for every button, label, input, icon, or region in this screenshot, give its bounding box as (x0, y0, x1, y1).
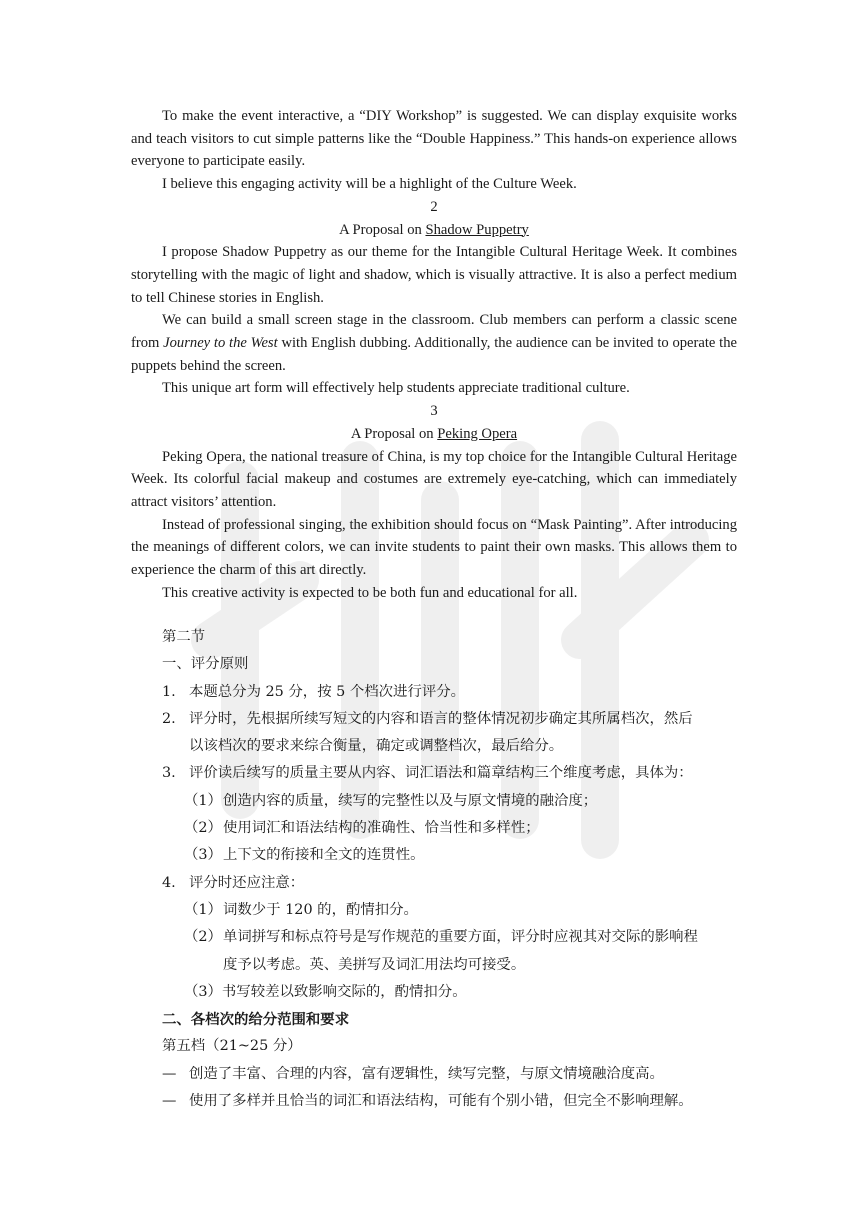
paragraph: This creative activity is expected to be both fun and educational for all. (162, 584, 578, 601)
sub-text: 使用词汇和语法结构的准确性、恰当性和多样性； (223, 820, 540, 837)
note-item (131, 924, 737, 951)
item-number: 4. (162, 874, 176, 891)
paragraph (131, 309, 737, 377)
list-item (131, 706, 737, 733)
list-item (131, 760, 737, 787)
list-item-continuation: 以该档次的要求来综合衡量，确定或调整档次，最后给分。 (189, 738, 564, 755)
sub-text: 单词拼写和标点符号是写作规范的重要方面，评分时应视其对交际的影响程 (223, 929, 698, 946)
principles-heading: 一、评分原则 (162, 656, 249, 673)
level-text: 使用了多样并且恰当的词汇和语法结构，可能有个别小错，但完全不影响理解。 (189, 1093, 693, 1110)
dash-marker: — (162, 1065, 177, 1082)
dash-marker: — (162, 1093, 177, 1110)
level-item (131, 1061, 737, 1088)
level-item (131, 1088, 737, 1115)
paragraph: Instead of professional singing, the exhibition should focus on “Mask Painting”. After introducing the meanings of different colors, we can invite students to paint their own masks. This allows them to experience the charm of this art directly. (131, 516, 737, 579)
title-topic: Peking Opera (437, 425, 518, 442)
proposal-title (131, 423, 737, 446)
list-item (131, 870, 737, 897)
note-item-continuation: 度予以考虑。英、美拼写及词汇用法均可接受。 (223, 956, 526, 973)
sub-text: 词数少于 120 的，酌情扣分。 (223, 901, 418, 918)
note-item (131, 897, 737, 924)
item-text: 评分时，先根据所续写短文的内容和语言的整体情况初步确定其所属档次，然后 (189, 710, 693, 727)
proposal-title (131, 219, 737, 242)
paragraph: Peking Opera, the national treasure of China, is my top choice for the Intangible Cultural Heritage Week. Its colorful facial makeup and costumes are extremely eye-catching, which can immediately attract visitors’ attention. (131, 448, 737, 510)
sub-number: （2） (184, 929, 222, 946)
scoring-rubric (131, 624, 737, 1115)
sub-text: 创造内容的质量，续写的完整性以及与原文情境的融洽度； (223, 792, 598, 809)
paragraph: I propose Shadow Puppetry as our theme for the Intangible Cultural Heritage Week. It combines storytelling with the magic of light and shadow, which is visually attractive. It is also a perfect medium to tell Chinese stories in English. (131, 244, 737, 306)
title-topic: Shadow Puppetry (425, 221, 529, 238)
text-span: We can build a small screen stage in the classroom. Club members can perform a classic scene from (131, 312, 737, 352)
dimension-item (131, 815, 737, 842)
title-prefix: A Proposal on (350, 425, 438, 442)
list-item (131, 679, 737, 706)
proposal-number: 3 (430, 403, 438, 420)
proposal-number: 2 (430, 198, 438, 215)
section-heading: 第二节 (162, 629, 206, 645)
dimension-item (131, 842, 737, 869)
item-text: 本题总分为 25 分，按 5 个档次进行评分。 (189, 683, 466, 700)
text-span: with English dubbing. Additionally, the audience can be invited to operate the puppets behind the screen. (131, 335, 737, 374)
sub-number: （3） (184, 847, 222, 864)
sub-text: 上下文的衔接和全文的连贯性。 (223, 847, 425, 864)
dimension-item (131, 788, 737, 815)
paragraph: This unique art form will effectively help students appreciate traditional culture. (162, 380, 630, 397)
paragraph: To make the event interactive, a “DIY Workshop” is suggested. We can display exquisite works and teach visitors to cut simple patterns like the “Double Happiness.” This hands-on experience allows everyone to participate easily. (131, 108, 737, 170)
note-item: （3）书写较差以致影响交际的，酌情扣分。 (184, 983, 467, 1000)
levels-heading: 二、各档次的给分范围和要求 (162, 1011, 350, 1029)
level-heading: 第五档（21~25 分） (162, 1038, 302, 1055)
paragraph: I believe this engaging activity will be a highlight of the Culture Week. (162, 176, 577, 193)
item-number: 1. (162, 683, 176, 700)
proposal-text (131, 105, 737, 604)
sub-number: （2） (184, 820, 222, 837)
item-text: 评价读后续写的质量主要从内容、词汇语法和篇章结构三个维度考虑，具体为： (189, 765, 693, 782)
item-text: 评分时还应注意： (189, 874, 305, 891)
sub-number: （1） (184, 901, 222, 918)
level-text: 创造了丰富、合理的内容，富有逻辑性，续写完整，与原文情境融洽度高。 (189, 1065, 664, 1082)
item-number: 2. (162, 710, 176, 727)
book-title: Journey to the West (163, 335, 278, 352)
item-number: 3. (162, 765, 176, 782)
sub-number: （1） (184, 792, 222, 809)
title-prefix: A Proposal on (339, 221, 426, 238)
